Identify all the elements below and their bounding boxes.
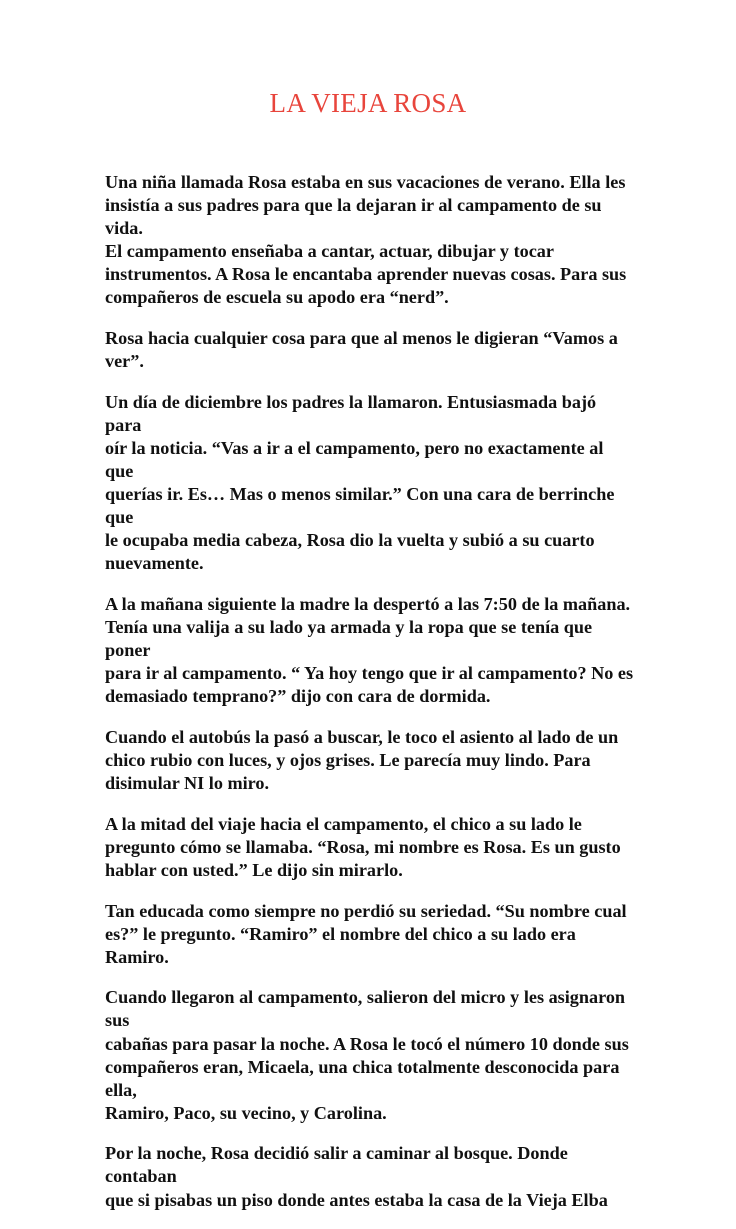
text-line: oír la noticia. “Vas a ir a el campamento, pero no exactamente al que (105, 437, 604, 482)
text-line: Cuando llegaron al campamento, salieron del micro y les asignaron sus (105, 987, 626, 1031)
text-line: hablar con usted.” Le dijo sin mirarlo. (105, 859, 403, 880)
text-line: chico rubio con luces, y ojos grises. Le parecía muy lindo. Para (105, 750, 591, 771)
text-line: cabañas para pasar la noche. A Rosa le tocó el número 10 donde sus (105, 1033, 629, 1054)
text-line: A la mitad del viaje hacia el campamento, el chico a su lado le (105, 813, 582, 834)
page-title: LA VIEJA ROSA (269, 88, 467, 118)
text-line: le ocupaba media cabeza, Rosa dio la vuelta y subió a su cuarto (105, 530, 595, 551)
paragraph (105, 327, 635, 373)
paragraph (105, 986, 635, 1125)
paragraph (105, 593, 635, 708)
text-line: Un día de diciembre los padres la llamaron. Entusiasmada bajó para (105, 391, 597, 435)
text-line: compañeros eran, Micaela, una chica totalmente desconocida para ella, (105, 1056, 620, 1100)
text-line: nuevamente. (105, 553, 204, 574)
text-line: El campamento enseñaba a cantar, actuar, dibujar y tocar (105, 241, 554, 262)
text-line: compañeros de escuela su apodo era “nerd”. (105, 287, 449, 308)
document-body (105, 171, 635, 1229)
paragraph (105, 726, 635, 795)
text-line: para ir al campamento. “ Ya hoy tengo que ir al campamento? No es (105, 663, 634, 684)
text-line: Tan educada como siempre no perdió su seriedad. “Su nombre cual (105, 900, 627, 921)
paragraph (105, 1142, 635, 1211)
text-line: disimular NI lo miro. (105, 773, 270, 794)
text-line: que si pisabas un piso donde antes estaba la casa de la Vieja Elba (105, 1189, 608, 1210)
text-line: pregunto cómo se llamaba. “Rosa, mi nombre es Rosa. Es un gusto (105, 836, 621, 857)
text-line: Ramiro, Paco, su vecino, y Carolina. (105, 1102, 387, 1123)
text-line: Por la noche, Rosa decidió salir a caminar al bosque. Donde contaban (105, 1143, 568, 1187)
paragraph (105, 171, 635, 310)
paragraph (105, 391, 635, 576)
paragraph (105, 813, 635, 882)
text-line: insistía a sus padres para que la dejaran ir al campamento de su vida. (105, 195, 602, 239)
text-line: Rosa hacia cualquier cosa para que al menos le digieran “Vamos a (105, 328, 618, 349)
paragraph (105, 900, 635, 969)
text-line: querías ir. Es… Mas o menos similar.” Con una cara de berrinche que (105, 484, 615, 528)
text-line: es?” le pregunto. “Ramiro” el nombre del chico a su lado era Ramiro. (105, 923, 576, 967)
text-line: Una niña llamada Rosa estaba en sus vacaciones de verano. Ella les (105, 172, 626, 192)
text-line: Tenía una valija a su lado ya armada y la ropa que se tenía que poner (105, 617, 593, 661)
text-line: Cuando el autobús la pasó a buscar, le toco el asiento al lado de un (105, 726, 619, 747)
text-line: A la mañana siguiente la madre la despertó a las 7:50 de la mañana. (105, 594, 631, 614)
text-line: demasiado temprano?” dijo con cara de dormida. (105, 686, 491, 707)
text-line: instrumentos. A Rosa le encantaba aprender nuevas cosas. Para sus (105, 264, 627, 285)
text-line: ver”. (105, 351, 144, 372)
